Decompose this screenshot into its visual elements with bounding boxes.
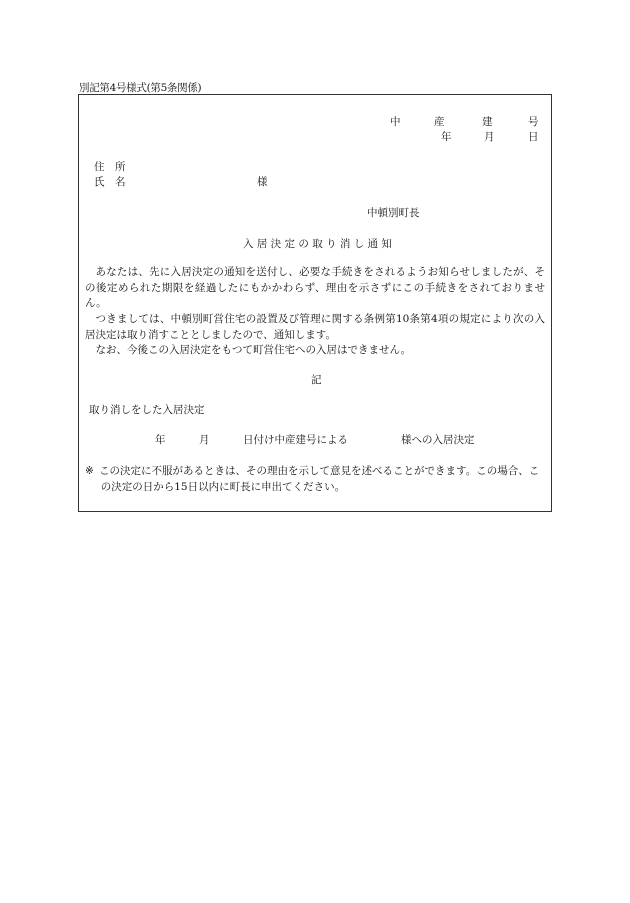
doc-number-char: 中 [390, 116, 401, 128]
body-paragraph-3: なお、今後この入居決定をもつて町営住宅への入居はできません。 [95, 344, 412, 356]
item-heading: 取り消しをした入居決定 [89, 404, 205, 416]
ki-heading: 記 [311, 374, 322, 386]
notice-title: 入 居 決 定 の 取 り 消 し 通 知 [243, 238, 392, 250]
form-label: 別記第4号様式(第5条関係) [79, 82, 202, 94]
body-paragraph-1: あなたは、先に入居決定の通知を送付し、必要な手続きをされるようお知らせしましたが、その後定められた期限を経過したにもかかわらず、理由を示さずにこの手続きをされておりません。 [85, 266, 545, 309]
doc-number-char: 号 [528, 116, 539, 128]
name-label: 氏 名 [94, 176, 126, 188]
address-label: 住 所 [94, 161, 126, 173]
doc-number-char: 産 [434, 116, 445, 128]
decision-year-label: 年 [155, 434, 166, 446]
decision-reference: 日付け中産建号による [243, 434, 348, 446]
honorific-sama: 様 [257, 176, 268, 188]
appeal-note [85, 464, 547, 495]
body-paragraph-2: つきましては、中頓別町営住宅の設置及び管理に関する条例第10条第4項の規定により次の入居決定は取り消すこととしましたので、通知します。 [85, 313, 545, 341]
decision-suffix: 様への入居決定 [401, 434, 475, 446]
date-year-label: 年 [441, 131, 452, 143]
date-day-label: 日 [528, 131, 539, 143]
note-text: この決定に不服があるときは、その理由を示して意見を述べることができます。この場合、この決定の日から15日以内に町長に申出てください。 [99, 465, 540, 493]
issuer-name: 中頓別町長 [367, 207, 420, 219]
notice-frame [78, 94, 552, 512]
doc-number-char: 建 [482, 116, 493, 128]
note-mark: ※ [85, 465, 94, 477]
decision-month-label: 月 [199, 434, 210, 446]
date-month-label: 月 [484, 131, 495, 143]
